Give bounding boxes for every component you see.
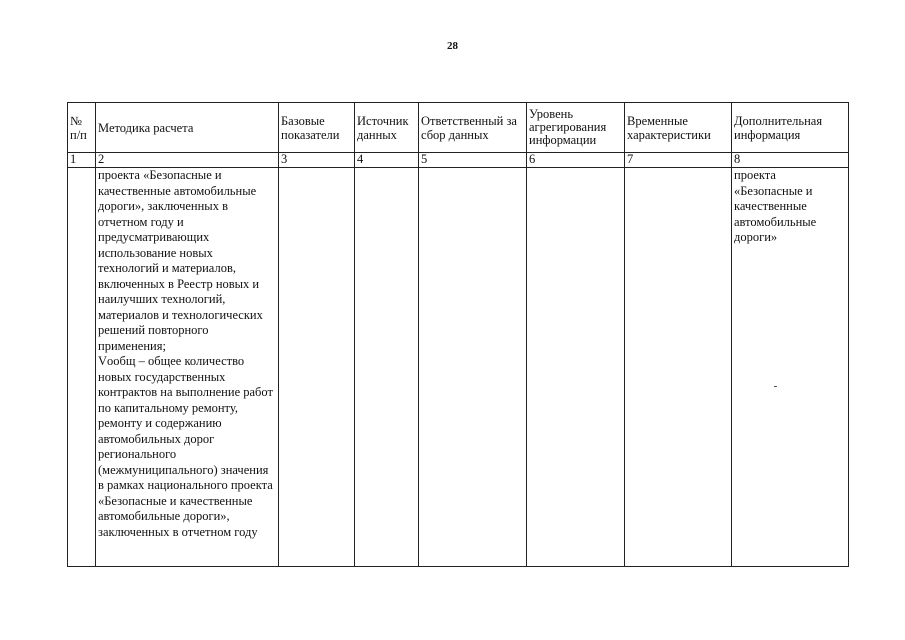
time-characteristics-cell <box>625 168 732 567</box>
header-data-source: Источник данных <box>355 103 419 153</box>
row-number-cell <box>68 168 96 567</box>
table-row <box>68 168 849 567</box>
column-number-5: 5 <box>419 153 527 168</box>
indicator-methodology-table <box>67 102 849 567</box>
aggregation-level-cell <box>527 168 625 567</box>
column-number-row <box>68 153 849 168</box>
column-number-3: 3 <box>279 153 355 168</box>
calculation-method-text-2: Vообщ – общее количество новых государственных контрактов на выполнение работ по капитальному ремонту, ремонту и содержанию автомобильных дорог регионального (межмуниципального) значения в рамках национального проекта «Безопасные и качественные автомобильные дороги», заключенных в отчетном году <box>98 354 273 539</box>
table-header-row <box>68 103 849 153</box>
column-number-7: 7 <box>625 153 732 168</box>
header-base-indicators: Базовые показатели <box>279 103 355 153</box>
scan-mark <box>774 386 777 387</box>
header-additional-info: Дополнительная информация <box>732 103 849 153</box>
calculation-method-cell <box>96 168 279 567</box>
data-source-cell <box>355 168 419 567</box>
additional-info-cell: проекта «Безопасные и качественные автомобильные дороги» <box>732 168 849 567</box>
column-number-2: 2 <box>96 153 279 168</box>
page-number: 28 <box>447 40 458 52</box>
column-number-4: 4 <box>355 153 419 168</box>
responsible-cell <box>419 168 527 567</box>
header-calculation-method: Методика расчета <box>96 103 279 153</box>
header-aggregation-level: Уровень агрегирования информации <box>527 103 625 153</box>
column-number-8: 8 <box>732 153 849 168</box>
column-number-1: 1 <box>68 153 96 168</box>
calculation-method-text-1: проекта «Безопасные и качественные автомобильные дороги», заключенных в отчетном году и предусматривающих использование новых технологий и материалов, включенных в Реестр новых и наилучших технологий, материалов и технологических решений повторного применения; <box>98 168 263 353</box>
header-responsible: Ответственный за сбор данных <box>419 103 527 153</box>
header-time-characteristics: Временные характеристики <box>625 103 732 153</box>
base-indicators-cell <box>279 168 355 567</box>
column-number-6: 6 <box>527 153 625 168</box>
header-row-number: № п/п <box>68 103 96 153</box>
